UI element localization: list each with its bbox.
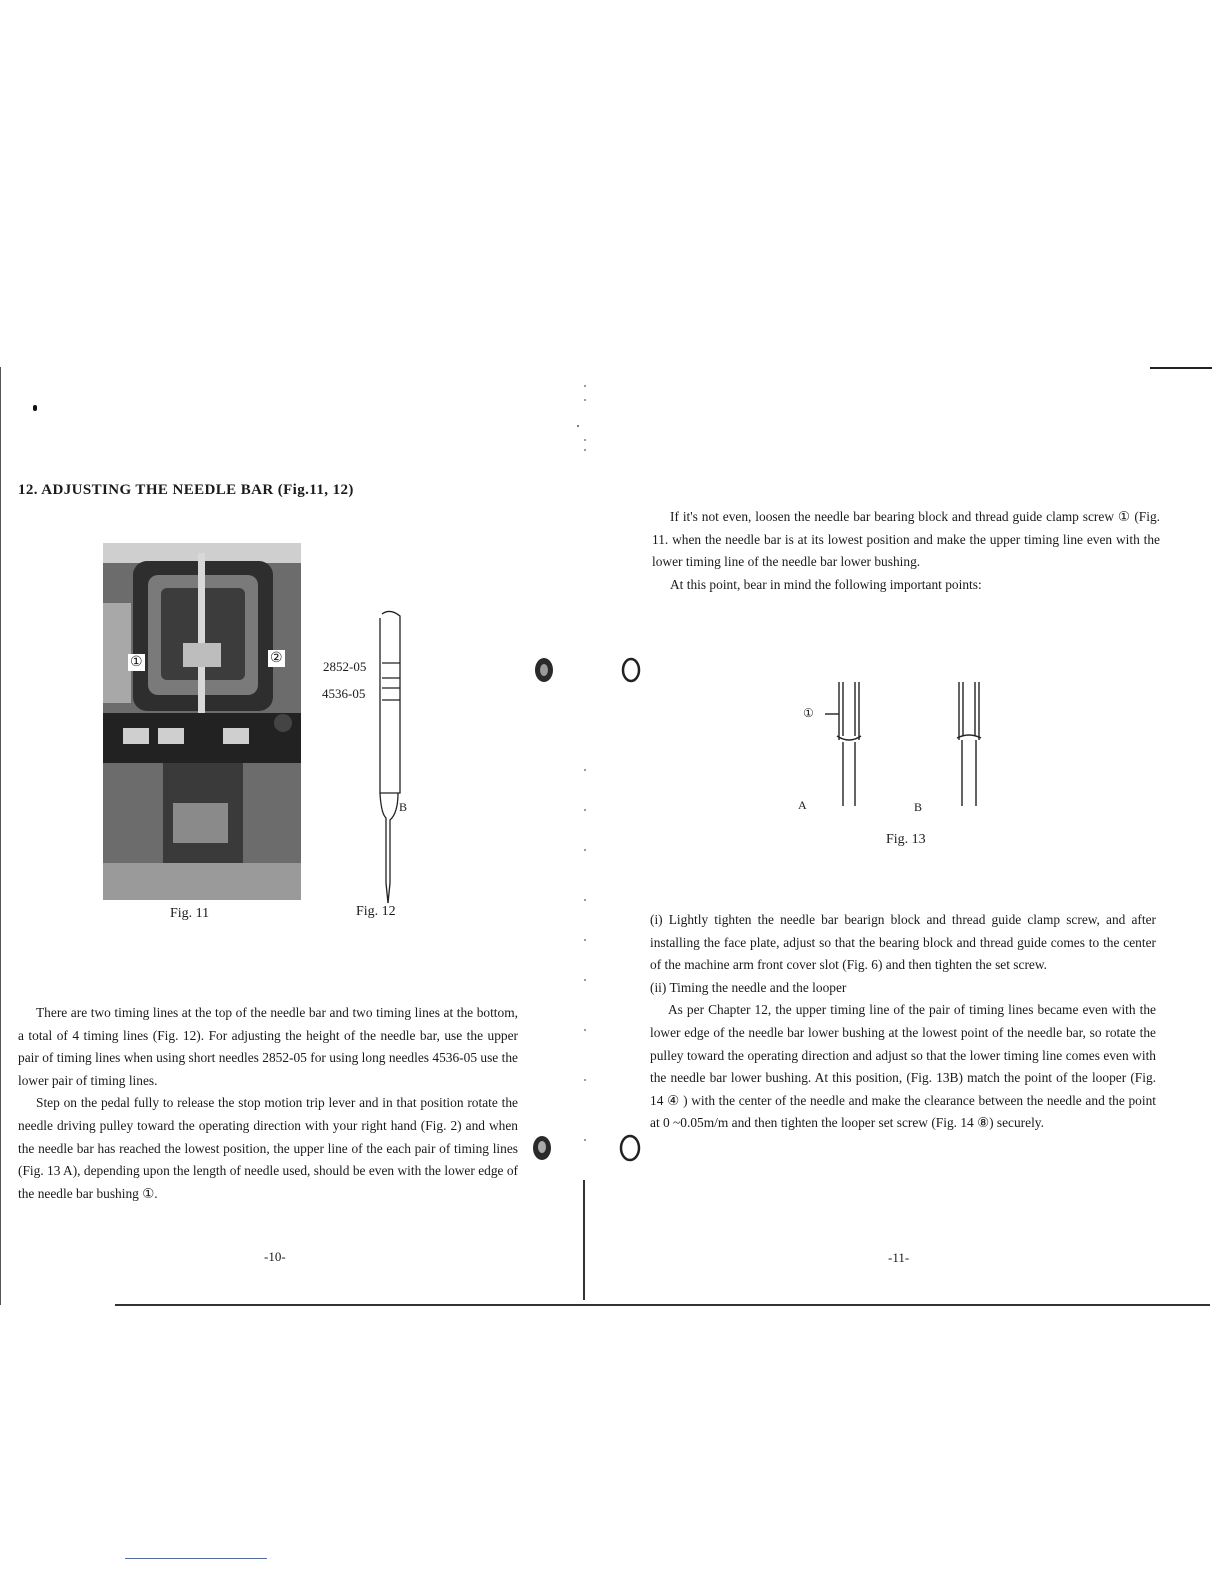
binder-hole-icon xyxy=(530,1132,554,1164)
fig13-label-a: A xyxy=(798,798,807,812)
fig12-caption: Fig. 12 xyxy=(356,904,396,919)
fig13-label-b: B xyxy=(914,800,923,814)
right-paragraph-2: At this point, bear in mind the following important points: xyxy=(670,576,982,592)
right-page-number: -11- xyxy=(888,1250,910,1265)
fig13-marker: ① xyxy=(803,706,814,720)
fig11-caption: Fig. 11 xyxy=(170,906,210,921)
right-body-text xyxy=(650,909,1156,1135)
bottom-edge-line xyxy=(115,1304,1210,1306)
top-right-scan-line xyxy=(1150,367,1212,369)
left-page-number: -10- xyxy=(264,1249,286,1264)
item-ii-title: (ii) Timing the needle and the looper xyxy=(650,979,847,995)
fig11-marker-2: ② xyxy=(270,651,283,666)
fig11-machine-illustration xyxy=(103,543,301,900)
scan-footer-rule xyxy=(125,1558,267,1559)
left-paragraph-1: There are two timing lines at the top of the needle bar and two timing lines at the bottom, a total of 4 timing lines (Fig. 12). For adjusting the height of the needle bar, use the upper pair of timing lines when using short needles 2852-05 for using long needles 4536-05 use the lower pair of timing lines. xyxy=(18,1005,518,1088)
binder-hole-icon xyxy=(617,1132,643,1164)
left-page-edge xyxy=(0,367,1,1305)
fig11-photo xyxy=(103,543,301,900)
left-paragraph-2: Step on the pedal fully to release the stop motion trip lever and in that position rotate the needle driving pulley toward the operating direction with your right hand (Fig. 2) and when the needle bar has reached the lowest position, the upper line of the each pair of timing lines (Fig. 13 A), depending upon the length of needle used, should be even with the lower edge of the needle bar bushing ①. xyxy=(18,1095,518,1201)
binder-hole-icon xyxy=(533,655,555,685)
fig12-needle-diagram xyxy=(370,608,410,908)
needle-point-label: B xyxy=(399,800,408,814)
item-i: (i) Lightly tighten the needle bar bearign block and thread guide clamp screw, and after installing the face plate, adjust so that the bearing block and thread guide comes to the center of the machine arm front cover slot (Fig. 6) and then tighten the set screw. xyxy=(650,912,1156,973)
section-heading: 12. ADJUSTING THE NEEDLE BAR (Fig.11, 12) xyxy=(18,482,354,498)
page-gutter-line xyxy=(583,1180,585,1300)
fig11-marker-1: ① xyxy=(130,655,143,670)
binder-hole-icon xyxy=(620,655,642,685)
right-paragraph-1: If it's not even, loosen the needle bar bearing block and thread guide clamp screw ① (Fig. 11. when the needle bar is at its lowest position and make the upper timing line even with the lower timing line of the needle bar lower bushing. xyxy=(652,509,1160,570)
stray-mark xyxy=(33,405,37,411)
needle-label-short: 2852-05 xyxy=(323,659,367,674)
gutter-dots xyxy=(575,380,595,1180)
needle-label-long: 4536-05 xyxy=(322,686,366,701)
fig13-caption: Fig. 13 xyxy=(886,832,926,847)
left-body-text xyxy=(18,1002,518,1205)
right-top-text xyxy=(652,506,1160,596)
fig13-diagram xyxy=(815,680,995,810)
item-ii-body: As per Chapter 12, the upper timing line of the pair of timing lines became even with the lower edge of the needle bar lower bushing at the lowest point of the needle bar, so rotate the pulley toward the operating direction and adjust so that the lower timing line comes even with the needle bar lower bushing. At this position, (Fig. 13B) match the point of the looper (Fig. 14 ④ ) with the center of the needle and make the clearance between the needle and the point at 0 ~0.05m/m and then tighten the looper set screw (Fig. 14 ⑧) securely. xyxy=(650,1002,1156,1131)
